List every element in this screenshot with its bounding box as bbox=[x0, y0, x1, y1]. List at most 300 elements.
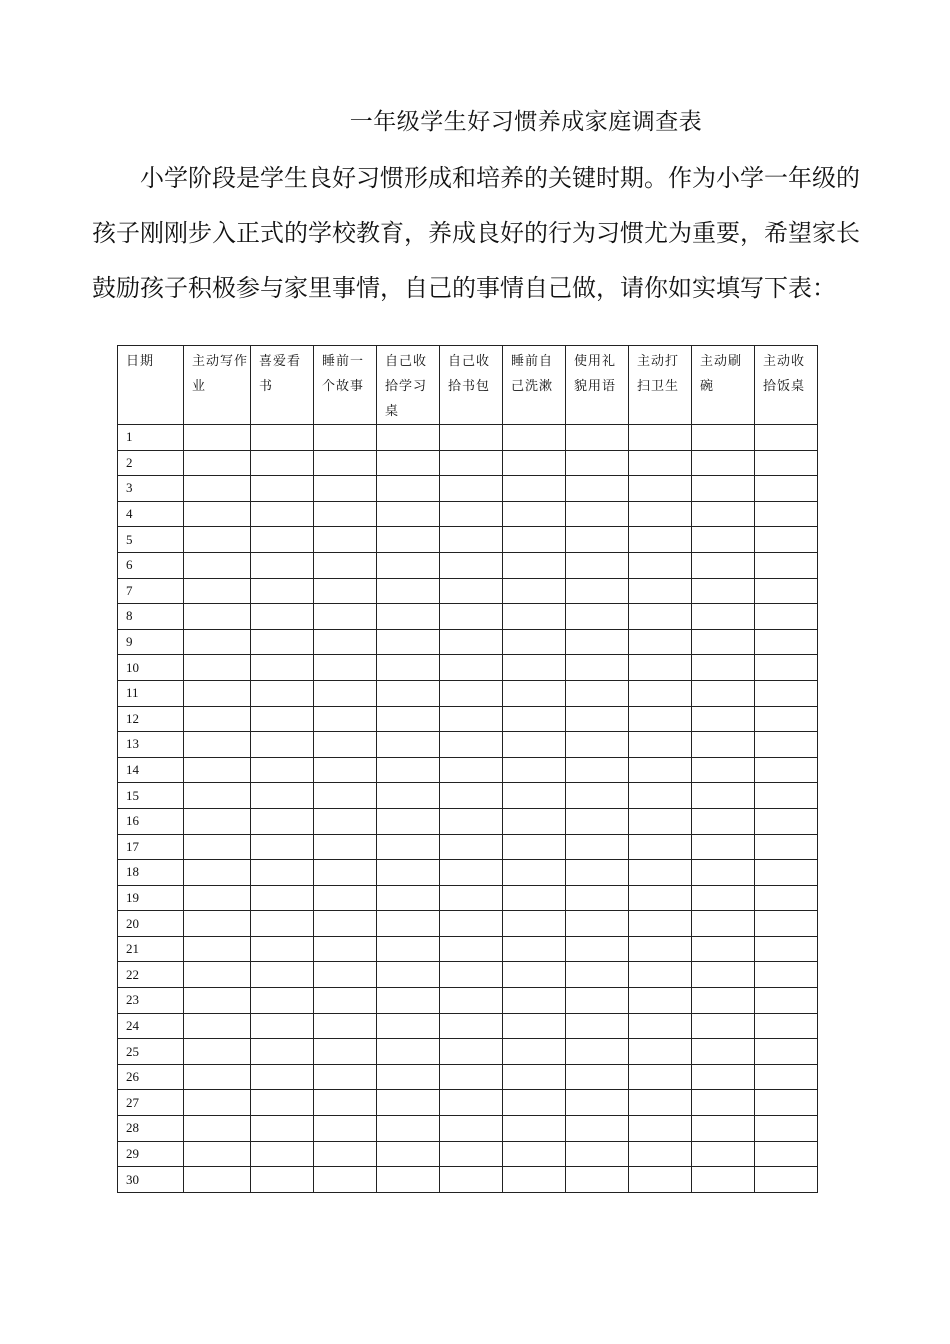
habit-check-cell[interactable] bbox=[566, 1141, 629, 1167]
habit-check-cell[interactable] bbox=[440, 911, 503, 937]
habit-check-cell[interactable] bbox=[566, 988, 629, 1014]
habit-check-cell[interactable] bbox=[440, 1090, 503, 1116]
habit-check-cell[interactable] bbox=[692, 808, 755, 834]
habit-check-cell[interactable] bbox=[692, 757, 755, 783]
habit-check-cell[interactable] bbox=[629, 476, 692, 502]
habit-check-cell[interactable] bbox=[377, 936, 440, 962]
habit-check-cell[interactable] bbox=[692, 552, 755, 578]
habit-check-cell[interactable] bbox=[184, 1064, 251, 1090]
habit-check-cell[interactable] bbox=[692, 578, 755, 604]
habit-check-cell[interactable] bbox=[692, 629, 755, 655]
habit-check-cell[interactable] bbox=[755, 834, 818, 860]
habit-check-cell[interactable] bbox=[251, 808, 314, 834]
habit-check-cell[interactable] bbox=[692, 604, 755, 630]
habit-check-cell[interactable] bbox=[629, 1013, 692, 1039]
habit-check-cell[interactable] bbox=[440, 1039, 503, 1065]
habit-check-cell[interactable] bbox=[629, 1064, 692, 1090]
habit-check-cell[interactable] bbox=[184, 911, 251, 937]
habit-check-cell[interactable] bbox=[566, 732, 629, 758]
habit-check-cell[interactable] bbox=[566, 425, 629, 451]
habit-check-cell[interactable] bbox=[503, 476, 566, 502]
habit-check-cell[interactable] bbox=[629, 578, 692, 604]
habit-check-cell[interactable] bbox=[184, 1039, 251, 1065]
habit-check-cell[interactable] bbox=[692, 988, 755, 1014]
habit-check-cell[interactable] bbox=[314, 911, 377, 937]
habit-check-cell[interactable] bbox=[314, 988, 377, 1014]
habit-check-cell[interactable] bbox=[566, 808, 629, 834]
habit-check-cell[interactable] bbox=[251, 629, 314, 655]
habit-check-cell[interactable] bbox=[251, 1141, 314, 1167]
habit-check-cell[interactable] bbox=[440, 680, 503, 706]
habit-check-cell[interactable] bbox=[629, 680, 692, 706]
habit-check-cell[interactable] bbox=[692, 476, 755, 502]
habit-check-cell[interactable] bbox=[692, 1013, 755, 1039]
habit-check-cell[interactable] bbox=[184, 578, 251, 604]
habit-check-cell[interactable] bbox=[629, 655, 692, 681]
habit-check-cell[interactable] bbox=[377, 962, 440, 988]
habit-check-cell[interactable] bbox=[692, 1039, 755, 1065]
habit-check-cell[interactable] bbox=[251, 783, 314, 809]
habit-check-cell[interactable] bbox=[692, 425, 755, 451]
habit-check-cell[interactable] bbox=[692, 936, 755, 962]
habit-check-cell[interactable] bbox=[184, 604, 251, 630]
habit-check-cell[interactable] bbox=[629, 501, 692, 527]
habit-check-cell[interactable] bbox=[566, 757, 629, 783]
habit-check-cell[interactable] bbox=[503, 450, 566, 476]
habit-check-cell[interactable] bbox=[755, 1064, 818, 1090]
habit-check-cell[interactable] bbox=[314, 552, 377, 578]
habit-check-cell[interactable] bbox=[566, 680, 629, 706]
habit-check-cell[interactable] bbox=[377, 911, 440, 937]
habit-check-cell[interactable] bbox=[251, 911, 314, 937]
habit-check-cell[interactable] bbox=[503, 680, 566, 706]
habit-check-cell[interactable] bbox=[503, 706, 566, 732]
habit-check-cell[interactable] bbox=[314, 962, 377, 988]
habit-check-cell[interactable] bbox=[440, 1167, 503, 1193]
habit-check-cell[interactable] bbox=[629, 706, 692, 732]
habit-check-cell[interactable] bbox=[566, 527, 629, 553]
habit-check-cell[interactable] bbox=[629, 629, 692, 655]
habit-check-cell[interactable] bbox=[251, 476, 314, 502]
habit-check-cell[interactable] bbox=[755, 1141, 818, 1167]
habit-check-cell[interactable] bbox=[629, 552, 692, 578]
habit-check-cell[interactable] bbox=[314, 860, 377, 886]
habit-check-cell[interactable] bbox=[503, 1141, 566, 1167]
habit-check-cell[interactable] bbox=[440, 1141, 503, 1167]
habit-check-cell[interactable] bbox=[440, 988, 503, 1014]
habit-check-cell[interactable] bbox=[566, 936, 629, 962]
habit-check-cell[interactable] bbox=[629, 911, 692, 937]
habit-check-cell[interactable] bbox=[251, 1064, 314, 1090]
habit-check-cell[interactable] bbox=[755, 1013, 818, 1039]
habit-check-cell[interactable] bbox=[566, 706, 629, 732]
habit-check-cell[interactable] bbox=[755, 450, 818, 476]
habit-check-cell[interactable] bbox=[184, 655, 251, 681]
habit-check-cell[interactable] bbox=[566, 552, 629, 578]
habit-check-cell[interactable] bbox=[629, 783, 692, 809]
habit-check-cell[interactable] bbox=[566, 1167, 629, 1193]
habit-check-cell[interactable] bbox=[692, 834, 755, 860]
habit-check-cell[interactable] bbox=[503, 885, 566, 911]
habit-check-cell[interactable] bbox=[755, 757, 818, 783]
habit-check-cell[interactable] bbox=[755, 962, 818, 988]
habit-check-cell[interactable] bbox=[251, 834, 314, 860]
habit-check-cell[interactable] bbox=[692, 1116, 755, 1142]
habit-check-cell[interactable] bbox=[314, 1167, 377, 1193]
habit-check-cell[interactable] bbox=[692, 1141, 755, 1167]
habit-check-cell[interactable] bbox=[629, 757, 692, 783]
habit-check-cell[interactable] bbox=[503, 1013, 566, 1039]
habit-check-cell[interactable] bbox=[314, 1039, 377, 1065]
habit-check-cell[interactable] bbox=[629, 450, 692, 476]
habit-check-cell[interactable] bbox=[692, 732, 755, 758]
habit-check-cell[interactable] bbox=[440, 476, 503, 502]
habit-check-cell[interactable] bbox=[440, 527, 503, 553]
habit-check-cell[interactable] bbox=[377, 732, 440, 758]
habit-check-cell[interactable] bbox=[184, 629, 251, 655]
habit-check-cell[interactable] bbox=[755, 604, 818, 630]
habit-check-cell[interactable] bbox=[377, 629, 440, 655]
habit-check-cell[interactable] bbox=[251, 1167, 314, 1193]
habit-check-cell[interactable] bbox=[377, 604, 440, 630]
habit-check-cell[interactable] bbox=[377, 834, 440, 860]
habit-check-cell[interactable] bbox=[184, 476, 251, 502]
habit-check-cell[interactable] bbox=[440, 604, 503, 630]
habit-check-cell[interactable] bbox=[692, 655, 755, 681]
habit-check-cell[interactable] bbox=[503, 1167, 566, 1193]
habit-check-cell[interactable] bbox=[251, 425, 314, 451]
habit-check-cell[interactable] bbox=[251, 860, 314, 886]
habit-check-cell[interactable] bbox=[566, 1064, 629, 1090]
habit-check-cell[interactable] bbox=[377, 1064, 440, 1090]
habit-check-cell[interactable] bbox=[251, 527, 314, 553]
habit-check-cell[interactable] bbox=[566, 476, 629, 502]
habit-check-cell[interactable] bbox=[503, 860, 566, 886]
habit-check-cell[interactable] bbox=[251, 604, 314, 630]
habit-check-cell[interactable] bbox=[503, 501, 566, 527]
habit-check-cell[interactable] bbox=[566, 1116, 629, 1142]
habit-check-cell[interactable] bbox=[755, 425, 818, 451]
habit-check-cell[interactable] bbox=[377, 501, 440, 527]
habit-check-cell[interactable] bbox=[377, 988, 440, 1014]
habit-check-cell[interactable] bbox=[184, 1013, 251, 1039]
habit-check-cell[interactable] bbox=[184, 757, 251, 783]
habit-check-cell[interactable] bbox=[251, 732, 314, 758]
habit-check-cell[interactable] bbox=[377, 1013, 440, 1039]
habit-check-cell[interactable] bbox=[251, 1090, 314, 1116]
habit-check-cell[interactable] bbox=[184, 988, 251, 1014]
habit-check-cell[interactable] bbox=[692, 706, 755, 732]
habit-check-cell[interactable] bbox=[377, 1167, 440, 1193]
habit-check-cell[interactable] bbox=[692, 1167, 755, 1193]
habit-check-cell[interactable] bbox=[314, 1013, 377, 1039]
habit-check-cell[interactable] bbox=[755, 885, 818, 911]
habit-check-cell[interactable] bbox=[503, 1064, 566, 1090]
habit-check-cell[interactable] bbox=[629, 1167, 692, 1193]
habit-check-cell[interactable] bbox=[377, 783, 440, 809]
habit-check-cell[interactable] bbox=[755, 732, 818, 758]
habit-check-cell[interactable] bbox=[377, 706, 440, 732]
habit-check-cell[interactable] bbox=[629, 936, 692, 962]
habit-check-cell[interactable] bbox=[755, 911, 818, 937]
habit-check-cell[interactable] bbox=[566, 860, 629, 886]
habit-check-cell[interactable] bbox=[629, 1116, 692, 1142]
habit-check-cell[interactable] bbox=[184, 936, 251, 962]
habit-check-cell[interactable] bbox=[629, 1090, 692, 1116]
habit-check-cell[interactable] bbox=[566, 604, 629, 630]
habit-check-cell[interactable] bbox=[566, 655, 629, 681]
habit-check-cell[interactable] bbox=[314, 450, 377, 476]
habit-check-cell[interactable] bbox=[440, 860, 503, 886]
habit-check-cell[interactable] bbox=[440, 1064, 503, 1090]
habit-check-cell[interactable] bbox=[440, 885, 503, 911]
habit-check-cell[interactable] bbox=[629, 1141, 692, 1167]
habit-check-cell[interactable] bbox=[251, 706, 314, 732]
habit-check-cell[interactable] bbox=[629, 1039, 692, 1065]
habit-check-cell[interactable] bbox=[377, 450, 440, 476]
habit-check-cell[interactable] bbox=[503, 1039, 566, 1065]
habit-check-cell[interactable] bbox=[503, 783, 566, 809]
habit-check-cell[interactable] bbox=[377, 1039, 440, 1065]
habit-check-cell[interactable] bbox=[314, 604, 377, 630]
habit-check-cell[interactable] bbox=[692, 1090, 755, 1116]
habit-check-cell[interactable] bbox=[251, 962, 314, 988]
habit-check-cell[interactable] bbox=[566, 1090, 629, 1116]
habit-check-cell[interactable] bbox=[184, 425, 251, 451]
habit-check-cell[interactable] bbox=[314, 1064, 377, 1090]
habit-check-cell[interactable] bbox=[377, 578, 440, 604]
habit-check-cell[interactable] bbox=[692, 911, 755, 937]
habit-check-cell[interactable] bbox=[692, 680, 755, 706]
habit-check-cell[interactable] bbox=[440, 706, 503, 732]
habit-check-cell[interactable] bbox=[251, 552, 314, 578]
habit-check-cell[interactable] bbox=[314, 1141, 377, 1167]
habit-check-cell[interactable] bbox=[314, 706, 377, 732]
habit-check-cell[interactable] bbox=[755, 629, 818, 655]
habit-check-cell[interactable] bbox=[755, 552, 818, 578]
habit-check-cell[interactable] bbox=[184, 732, 251, 758]
habit-check-cell[interactable] bbox=[566, 501, 629, 527]
habit-check-cell[interactable] bbox=[314, 425, 377, 451]
habit-check-cell[interactable] bbox=[184, 552, 251, 578]
habit-check-cell[interactable] bbox=[377, 1090, 440, 1116]
habit-check-cell[interactable] bbox=[184, 962, 251, 988]
habit-check-cell[interactable] bbox=[314, 783, 377, 809]
habit-check-cell[interactable] bbox=[251, 680, 314, 706]
habit-check-cell[interactable] bbox=[566, 578, 629, 604]
habit-check-cell[interactable] bbox=[377, 1141, 440, 1167]
habit-check-cell[interactable] bbox=[377, 527, 440, 553]
habit-check-cell[interactable] bbox=[566, 629, 629, 655]
habit-check-cell[interactable] bbox=[566, 911, 629, 937]
habit-check-cell[interactable] bbox=[629, 885, 692, 911]
habit-check-cell[interactable] bbox=[755, 1167, 818, 1193]
habit-check-cell[interactable] bbox=[503, 655, 566, 681]
habit-check-cell[interactable] bbox=[755, 783, 818, 809]
habit-check-cell[interactable] bbox=[251, 885, 314, 911]
habit-check-cell[interactable] bbox=[692, 527, 755, 553]
habit-check-cell[interactable] bbox=[314, 578, 377, 604]
habit-check-cell[interactable] bbox=[184, 680, 251, 706]
habit-check-cell[interactable] bbox=[377, 655, 440, 681]
habit-check-cell[interactable] bbox=[692, 450, 755, 476]
habit-check-cell[interactable] bbox=[503, 988, 566, 1014]
habit-check-cell[interactable] bbox=[503, 936, 566, 962]
habit-check-cell[interactable] bbox=[184, 450, 251, 476]
habit-check-cell[interactable] bbox=[440, 757, 503, 783]
habit-check-cell[interactable] bbox=[755, 655, 818, 681]
habit-check-cell[interactable] bbox=[629, 527, 692, 553]
habit-check-cell[interactable] bbox=[629, 834, 692, 860]
habit-check-cell[interactable] bbox=[377, 885, 440, 911]
habit-check-cell[interactable] bbox=[566, 962, 629, 988]
habit-check-cell[interactable] bbox=[314, 1090, 377, 1116]
habit-check-cell[interactable] bbox=[440, 962, 503, 988]
habit-check-cell[interactable] bbox=[755, 860, 818, 886]
habit-check-cell[interactable] bbox=[629, 604, 692, 630]
habit-check-cell[interactable] bbox=[314, 629, 377, 655]
habit-check-cell[interactable] bbox=[377, 1116, 440, 1142]
habit-check-cell[interactable] bbox=[629, 808, 692, 834]
habit-check-cell[interactable] bbox=[503, 962, 566, 988]
habit-check-cell[interactable] bbox=[566, 783, 629, 809]
habit-check-cell[interactable] bbox=[566, 450, 629, 476]
habit-check-cell[interactable] bbox=[314, 834, 377, 860]
habit-check-cell[interactable] bbox=[184, 1141, 251, 1167]
habit-check-cell[interactable] bbox=[692, 1064, 755, 1090]
habit-check-cell[interactable] bbox=[440, 936, 503, 962]
habit-check-cell[interactable] bbox=[503, 552, 566, 578]
habit-check-cell[interactable] bbox=[440, 1013, 503, 1039]
habit-check-cell[interactable] bbox=[566, 1013, 629, 1039]
habit-check-cell[interactable] bbox=[377, 860, 440, 886]
habit-check-cell[interactable] bbox=[184, 885, 251, 911]
habit-check-cell[interactable] bbox=[314, 808, 377, 834]
habit-check-cell[interactable] bbox=[314, 885, 377, 911]
habit-check-cell[interactable] bbox=[440, 552, 503, 578]
habit-check-cell[interactable] bbox=[755, 680, 818, 706]
habit-check-cell[interactable] bbox=[755, 706, 818, 732]
habit-check-cell[interactable] bbox=[314, 476, 377, 502]
habit-check-cell[interactable] bbox=[440, 501, 503, 527]
habit-check-cell[interactable] bbox=[692, 783, 755, 809]
habit-check-cell[interactable] bbox=[503, 629, 566, 655]
habit-check-cell[interactable] bbox=[503, 732, 566, 758]
habit-check-cell[interactable] bbox=[503, 757, 566, 783]
habit-check-cell[interactable] bbox=[755, 808, 818, 834]
habit-check-cell[interactable] bbox=[184, 1090, 251, 1116]
habit-check-cell[interactable] bbox=[755, 578, 818, 604]
habit-check-cell[interactable] bbox=[566, 1039, 629, 1065]
habit-check-cell[interactable] bbox=[755, 501, 818, 527]
habit-check-cell[interactable] bbox=[503, 834, 566, 860]
habit-check-cell[interactable] bbox=[440, 783, 503, 809]
habit-check-cell[interactable] bbox=[251, 578, 314, 604]
habit-check-cell[interactable] bbox=[377, 808, 440, 834]
habit-check-cell[interactable] bbox=[251, 501, 314, 527]
habit-check-cell[interactable] bbox=[503, 911, 566, 937]
habit-check-cell[interactable] bbox=[503, 808, 566, 834]
habit-check-cell[interactable] bbox=[184, 501, 251, 527]
habit-check-cell[interactable] bbox=[440, 834, 503, 860]
habit-check-cell[interactable] bbox=[629, 962, 692, 988]
habit-check-cell[interactable] bbox=[692, 860, 755, 886]
habit-check-cell[interactable] bbox=[629, 988, 692, 1014]
habit-check-cell[interactable] bbox=[503, 425, 566, 451]
habit-check-cell[interactable] bbox=[184, 1167, 251, 1193]
habit-check-cell[interactable] bbox=[314, 527, 377, 553]
habit-check-cell[interactable] bbox=[755, 1090, 818, 1116]
habit-check-cell[interactable] bbox=[692, 962, 755, 988]
habit-check-cell[interactable] bbox=[692, 885, 755, 911]
habit-check-cell[interactable] bbox=[184, 783, 251, 809]
habit-check-cell[interactable] bbox=[755, 476, 818, 502]
habit-check-cell[interactable] bbox=[440, 629, 503, 655]
habit-check-cell[interactable] bbox=[503, 1116, 566, 1142]
habit-check-cell[interactable] bbox=[566, 885, 629, 911]
habit-check-cell[interactable] bbox=[184, 527, 251, 553]
habit-check-cell[interactable] bbox=[440, 450, 503, 476]
habit-check-cell[interactable] bbox=[314, 1116, 377, 1142]
habit-check-cell[interactable] bbox=[440, 425, 503, 451]
habit-check-cell[interactable] bbox=[184, 860, 251, 886]
habit-check-cell[interactable] bbox=[314, 655, 377, 681]
habit-check-cell[interactable] bbox=[755, 988, 818, 1014]
habit-check-cell[interactable] bbox=[503, 604, 566, 630]
habit-check-cell[interactable] bbox=[314, 936, 377, 962]
habit-check-cell[interactable] bbox=[377, 425, 440, 451]
habit-check-cell[interactable] bbox=[629, 425, 692, 451]
habit-check-cell[interactable] bbox=[251, 1039, 314, 1065]
habit-check-cell[interactable] bbox=[629, 732, 692, 758]
habit-check-cell[interactable] bbox=[184, 1116, 251, 1142]
habit-check-cell[interactable] bbox=[251, 757, 314, 783]
habit-check-cell[interactable] bbox=[755, 1116, 818, 1142]
habit-check-cell[interactable] bbox=[314, 732, 377, 758]
habit-check-cell[interactable] bbox=[440, 808, 503, 834]
habit-check-cell[interactable] bbox=[251, 1013, 314, 1039]
habit-check-cell[interactable] bbox=[184, 834, 251, 860]
habit-check-cell[interactable] bbox=[503, 1090, 566, 1116]
habit-check-cell[interactable] bbox=[755, 527, 818, 553]
habit-check-cell[interactable] bbox=[314, 501, 377, 527]
habit-check-cell[interactable] bbox=[629, 860, 692, 886]
habit-check-cell[interactable] bbox=[377, 680, 440, 706]
habit-check-cell[interactable] bbox=[184, 808, 251, 834]
habit-check-cell[interactable] bbox=[692, 501, 755, 527]
habit-check-cell[interactable] bbox=[251, 655, 314, 681]
habit-check-cell[interactable] bbox=[251, 988, 314, 1014]
habit-check-cell[interactable] bbox=[755, 936, 818, 962]
habit-check-cell[interactable] bbox=[755, 1039, 818, 1065]
habit-check-cell[interactable] bbox=[314, 757, 377, 783]
habit-check-cell[interactable] bbox=[251, 1116, 314, 1142]
habit-check-cell[interactable] bbox=[440, 578, 503, 604]
habit-check-cell[interactable] bbox=[184, 706, 251, 732]
habit-check-cell[interactable] bbox=[314, 680, 377, 706]
habit-check-cell[interactable] bbox=[440, 1116, 503, 1142]
habit-check-cell[interactable] bbox=[440, 732, 503, 758]
habit-check-cell[interactable] bbox=[377, 757, 440, 783]
habit-check-cell[interactable] bbox=[251, 450, 314, 476]
habit-check-cell[interactable] bbox=[503, 527, 566, 553]
habit-check-cell[interactable] bbox=[251, 936, 314, 962]
habit-check-cell[interactable] bbox=[440, 655, 503, 681]
habit-check-cell[interactable] bbox=[503, 578, 566, 604]
habit-check-cell[interactable] bbox=[377, 552, 440, 578]
habit-check-cell[interactable] bbox=[377, 476, 440, 502]
habit-check-cell[interactable] bbox=[566, 834, 629, 860]
